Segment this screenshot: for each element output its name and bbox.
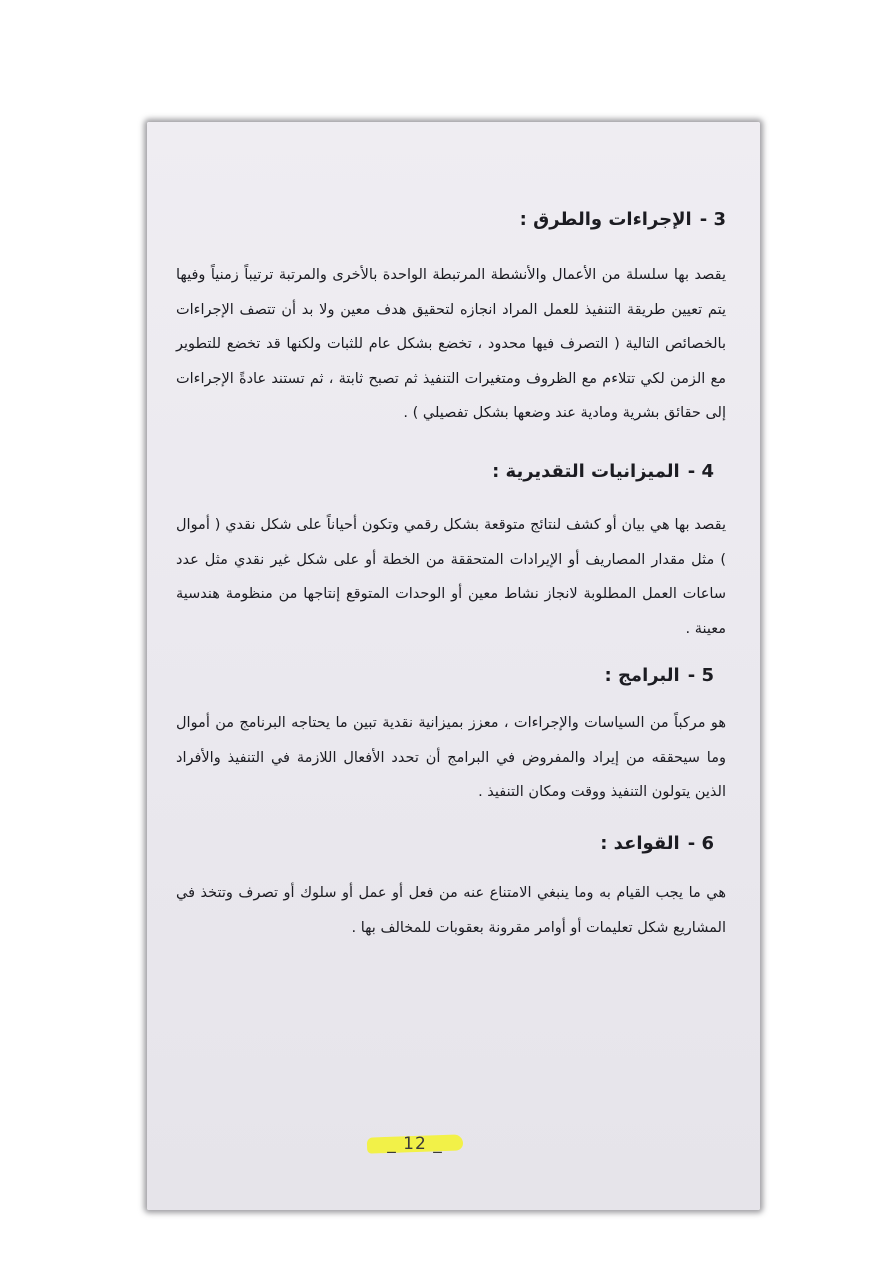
section-heading-rules <box>600 830 714 858</box>
section-title: الميزانيات التقديرية : <box>492 461 680 482</box>
section-heading-programs <box>604 662 714 690</box>
section-body-procedures: يقصد بها سلسلة من الأعمال والأنشطة المرتبطة الواحدة بالأخرى والمرتبة ترتيباً زمنياً وفيها يتم تعيين طريقة التنفيذ للعمل المراد انجازه لتحقيق هدف معين ولا بد أن تتصف الإجراءات بالخصائص التالية ( التصرف فيها محدود ، تخضع بشكل عام للثبات ولكنها قد تخضع للتطوير مع الزمن لكي تتلاءم مع الظروف ومتغيرات التنفيذ ثم تصبح ثابتة ، ثم تستند عادةً الإجراءات إلى حقائق بشرية ومادية عند وضعها بشكل تفصيلي ) . <box>176 267 726 421</box>
section-number: 6 - <box>687 833 714 854</box>
section-heading-procedures <box>520 206 726 234</box>
section-body-budgets: يقصد بها هي بيان أو كشف لنتائج متوقعة بشكل رقمي وتكون أحياناً على شكل نقدي ( أموال ) مثل مقدار المصاريف أو الإيرادات المتحققة من الخطة أو على شكل غير نقدي مثل عدد ساعات العمل المطلوبة لانجاز نشاط معين أو الوحدات المتوقع إنتاجها من منظومة هندسية معينة . <box>176 517 726 637</box>
section-number: 4 - <box>687 461 714 482</box>
section-number: 3 - <box>699 209 726 230</box>
page-number-text: _ 12 _ <box>387 1134 443 1154</box>
section-number: 5 - <box>687 665 714 686</box>
page-number <box>367 1130 463 1158</box>
section-body-programs: هو مركباً من السياسات والإجراءات ، معزز بميزانية نقدية تبين ما يحتاجه البرنامج من أموال وما سيحققه من إيراد والمفروض في البرامج أن تحدد الأفعال اللازمة في التنفيذ والأفراد الذين يتولون التنفيذ ووقت ومكان التنفيذ . <box>176 715 726 800</box>
section-title: البرامج : <box>604 665 680 686</box>
section-body-rules: هي ما يجب القيام به وما ينبغي الامتناع عنه من فعل أو عمل أو سلوك أو تصرف وتتخذ في المشاريع شكل تعليمات أو أوامر مقرونة بعقوبات للمخالف بها . <box>176 885 726 936</box>
section-title: القواعد : <box>600 833 680 854</box>
section-heading-budgets <box>492 458 714 486</box>
section-title: الإجراءات والطرق : <box>519 209 692 230</box>
